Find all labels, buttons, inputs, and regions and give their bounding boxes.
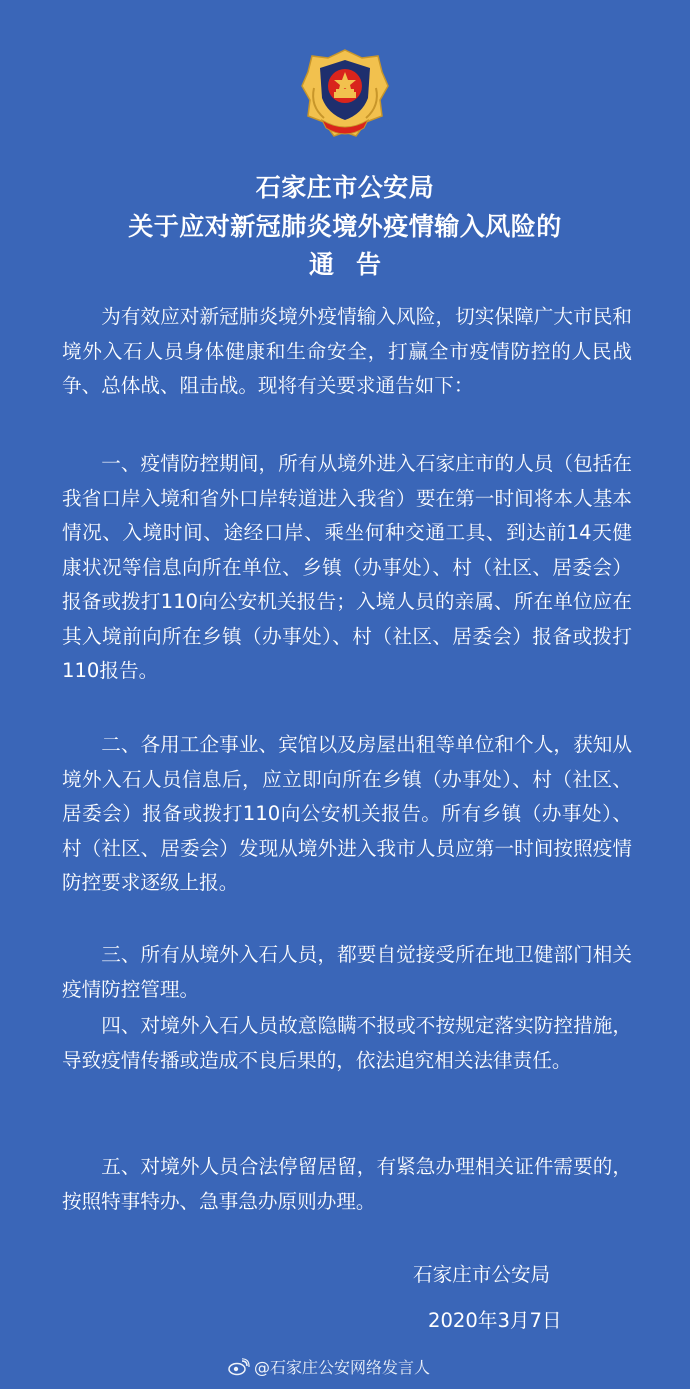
title-line-2: 关于应对新冠肺炎境外疫情输入风险的 — [128, 212, 562, 241]
item-4-paragraph: 四、对境外入石人员故意隐瞒不报或不按规定落实防控措施，导致疫情传播或造成不良后果的，依法追究相关法律责任。 — [62, 1014, 632, 1072]
item-3-paragraph: 三、所有从境外入石人员，都要自觉接受所在地卫健部门相关疫情防控管理。 — [62, 943, 632, 1001]
police-emblem-icon — [300, 48, 390, 142]
watermark-text: @石家庄公安网络发言人 — [254, 1358, 431, 1377]
title-line-1: 石家庄市公安局 — [255, 173, 435, 202]
item-2-paragraph: 二、各用工企事业、宾馆以及房屋出租等单位和个人，获知从境外入石人员信息后，应立即向所在乡镇（办事处）、村（社区、居委会）报备或拨打110向公安机关报告。所有乡镇（办事处）、村（社区、居委会）发现从境外进入我市人员应第一时间按照疫情防控要求逐级上报。 — [62, 733, 632, 894]
weibo-watermark — [228, 1355, 430, 1378]
signature-date: 2020年3月7日 — [428, 1309, 562, 1332]
intro-paragraph: 为有效应对新冠肺炎境外疫情输入风险，切实保障广大市民和境外入石人员身体健康和生命安全，打赢全市疫情防控的人民战争、总体战、阻击战。现将有关要求通告如下： — [62, 305, 632, 397]
signature-organization: 石家庄市公安局 — [413, 1263, 551, 1286]
title-line-3: 通告 — [308, 250, 403, 279]
item-5-paragraph: 五、对境外人员合法停留居留，有紧急办理相关证件需要的，按照特事特办、急事急办原则办理。 — [62, 1155, 632, 1213]
weibo-icon — [228, 1358, 250, 1376]
item-1-paragraph: 一、疫情防控期间，所有从境外进入石家庄市的人员（包括在我省口岸入境和省外口岸转道进入我省）要在第一时间将本人基本情况、入境时间、途经口岸、乘坐何种交通工具、到达前14天健康状况等信息向所在单位、乡镇（办事处）、村（社区、居委会）报备或拨打110向公安机关报告；入境人员的亲属、所在单位应在其入境前向所在乡镇（办事处）、村（社区、居委会）报备或拨打110报告。 — [62, 452, 632, 682]
